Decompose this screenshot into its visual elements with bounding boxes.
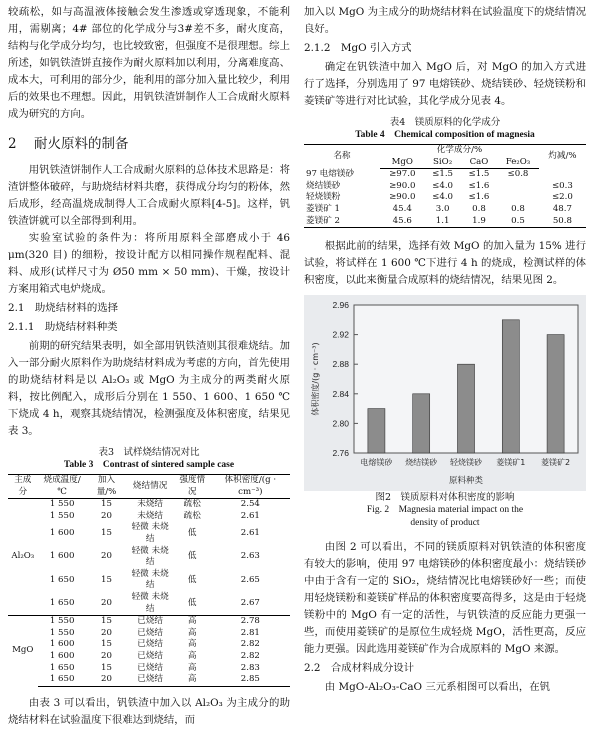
table-cell: 1.1 xyxy=(424,216,460,228)
figure2-bar xyxy=(413,394,430,453)
table-cell xyxy=(539,169,586,181)
table-cell xyxy=(497,192,539,204)
table3-header: 烧成温度/℃ xyxy=(38,475,87,499)
table-row xyxy=(8,663,290,675)
table-row xyxy=(8,616,290,628)
table-cell: 菱镁矿 2 xyxy=(304,216,380,228)
table-cell: 1 600 xyxy=(49,528,75,539)
table-cell: 20 xyxy=(101,627,112,638)
figure2-y-tick-label: 2.88 xyxy=(332,359,349,370)
table-cell: 已烧结 xyxy=(137,616,164,627)
table-cell: 15 xyxy=(101,574,112,585)
figure2-y-tick-label: 2.96 xyxy=(332,300,349,311)
table-cell xyxy=(497,181,539,193)
table-cell: ≤1.6 xyxy=(468,180,490,191)
table-cell: 低 xyxy=(174,592,211,616)
table-cell: 1 550 xyxy=(49,616,75,627)
paragraph-mgo-selection: 确定在钒铁渣中加入 MgO 后，对 MgO 的加入方式进行了选择，分别选用了 97 电熔镁砂、烧结镁砂、轻烧镁粉和菱镁矿等进行对比试验，其化学成分见表 4。 xyxy=(304,61,586,107)
figure2-caption xyxy=(304,491,586,530)
table-cell: 轻烧镁粉 xyxy=(306,192,341,203)
table-cell: 20 xyxy=(101,650,112,661)
table-cell: 1.9 xyxy=(461,216,497,228)
table-cell: ≤1.6 xyxy=(468,192,490,203)
figure2-x-axis-title: 原料种类 xyxy=(448,476,484,487)
table3-body xyxy=(8,499,290,687)
left-column xyxy=(8,4,290,729)
table4-caption-en: Table 4 Chemical composition of magnesia xyxy=(355,130,535,140)
table-cell: 已烧结 xyxy=(126,674,173,686)
table4-body xyxy=(304,169,586,228)
table-cell: 疏松 xyxy=(183,499,201,510)
figure2-bar xyxy=(368,409,385,453)
table-row xyxy=(304,169,586,181)
table-cell: ≤4.0 xyxy=(432,180,454,191)
table3-header: 烧结情况 xyxy=(126,475,173,499)
table3-group-label: Al₂O₃ xyxy=(8,499,38,616)
table-cell: ≤2.0 xyxy=(551,192,573,203)
table4-header-col: Fe₂O₃ xyxy=(497,157,539,169)
table-cell: ≤1.5 xyxy=(468,169,490,180)
table-cell: 15 xyxy=(101,616,112,627)
table-row xyxy=(8,674,290,686)
table-cell: 2.54 xyxy=(240,499,260,510)
table-cell: 2.82 xyxy=(240,639,260,650)
table-row xyxy=(304,204,586,216)
paragraph-phase-diagram: 由 MgO-Al₂O₃-CaO 三元系相图可以看出，在钒 xyxy=(324,681,551,694)
paragraph-fig2-intro: 根据此前的结果，选择有效 MgO 的加入量为 15% 进行试验，将试样在 1 600 ℃下进行 4 h 的烧成，检测试样的体积密度，以此来衡量合成原料的烧结情况，结果见图 2。 xyxy=(304,240,586,287)
table-cell: 2.78 xyxy=(240,616,260,627)
table-row xyxy=(8,511,290,523)
table-cell: 2.65 xyxy=(240,574,260,585)
table-cell: 1 550 xyxy=(49,499,75,510)
figure2-caption-en-1: Fig. 2 Magnesia material impact on the xyxy=(366,505,524,516)
paragraph-conditions: 实验室试验的条件为：将所用原料全部磨成小于 46 μm(320 目) 的细粉，按设计配方以相同操作规程配料、混料、成形(试样尺寸为 Ø50 mm × 50 mm)、干燥，按设计方案用箱式电炉烧成。 xyxy=(8,232,290,295)
table-cell: ≤4.0 xyxy=(432,192,454,203)
figure2-x-tick-label: 菱镁矿1 xyxy=(496,458,526,468)
table-cell: 轻微 未烧结 xyxy=(131,545,169,568)
table-row xyxy=(8,628,290,640)
table-cell: 高 xyxy=(174,674,211,686)
table-cell: 1 550 xyxy=(49,510,75,521)
table-cell: 1 600 xyxy=(49,650,75,661)
table-cell: 疏松 xyxy=(183,510,201,521)
table-row xyxy=(8,569,290,592)
table-cell: 15 xyxy=(101,528,112,539)
table-cell: 20 xyxy=(87,674,127,686)
figure2-bar xyxy=(502,320,519,453)
table-cell: 低 xyxy=(187,528,197,539)
figure2-caption-en-2: density of product xyxy=(410,518,480,529)
table-cell: ≤1.5 xyxy=(432,169,454,180)
table3-caption-en: Table 3 Contrast of sintered sample case xyxy=(63,460,235,470)
table-cell: 2.82 xyxy=(240,650,260,661)
table-cell: 未烧结 xyxy=(137,499,164,510)
table4 xyxy=(304,144,586,228)
table-cell: 0.8 xyxy=(511,203,525,214)
table-cell: 高 xyxy=(187,662,197,673)
figure2-y-tick-label: 2.92 xyxy=(332,329,349,340)
right-column xyxy=(304,4,586,696)
table-cell: 1 650 xyxy=(38,592,87,616)
table-cell: 0.5 xyxy=(497,216,539,228)
table-cell: ≥97.0 xyxy=(389,169,416,180)
figure2-svg xyxy=(304,295,586,491)
table3-group-label: MgO xyxy=(12,645,34,656)
table4-header-col: SiO₂ xyxy=(424,157,460,169)
table4-caption xyxy=(304,116,586,142)
table4-header-loss: 灼减/% xyxy=(539,145,586,169)
subsection-2-2: 2.2 合成材料成分设计 xyxy=(304,662,415,675)
table-cell: 3.0 xyxy=(435,203,450,214)
table4-header-col: CaO xyxy=(461,157,497,169)
table-cell: 2.81 xyxy=(240,627,260,638)
table-cell: 已烧结 xyxy=(137,662,164,673)
paragraph-right-top: 加入以 MgO 为主成分的助烧结材料在试验温度下的烧结情况良好。 xyxy=(304,6,586,35)
table-row xyxy=(304,216,586,228)
table-cell: 已烧结 xyxy=(137,650,164,661)
figure2-x-tick-label: 菱镁矿2 xyxy=(541,458,571,468)
table-cell: 高 xyxy=(187,650,197,661)
table-row xyxy=(8,499,290,511)
table-cell: 高 xyxy=(187,616,197,627)
paragraph-fig2-discussion: 由图 2 可以看出，不同的镁质原料对钒铁渣的体积密度有较大的影响，使用 97 电熔镁砂的体积密度最小：烧结镁砂中由于含有一定的 SiO₂，烧结情况比电熔镁砂好一些；而使用轻烧镁粉和菱镁矿样品的体积密度要高得多，这是由于轻烧镁粉中的 MgO 有一定的活性，与钒铁渣的反应能力更强一些，而使用菱镁矿的是原位生成轻烧 MgO，活性更高，反应能力更强。因此选用菱镁矿作为合成原料的 MgO 来源。 xyxy=(304,541,586,656)
table-row xyxy=(8,651,290,663)
table-cell: 2.67 xyxy=(211,592,290,616)
figure2-y-tick-label: 2.76 xyxy=(332,448,349,459)
table4-header-group: 化学成分/% xyxy=(380,145,539,157)
figure2-y-tick-label: 2.84 xyxy=(332,388,349,399)
section-heading-2 xyxy=(8,134,290,154)
table-cell: 轻微 未烧结 xyxy=(131,568,169,591)
table-cell: 已烧结 xyxy=(137,639,164,650)
table-cell: 50.8 xyxy=(539,216,586,228)
table-cell: ≥90.0 xyxy=(389,192,416,203)
table-cell: ≤0.3 xyxy=(551,180,573,191)
table-cell: 1 650 xyxy=(49,574,75,585)
table-row xyxy=(304,181,586,193)
table-cell: 低 xyxy=(187,574,197,585)
table-cell: 2.61 xyxy=(240,528,260,539)
table-cell: 1 650 xyxy=(49,662,75,673)
figure2-bar xyxy=(457,364,474,453)
figure2-x-tick-label: 轻烧镁砂 xyxy=(450,458,482,468)
subsection-2-1-2: 2.1.2 MgO 引入方式 xyxy=(304,42,412,54)
paragraph-after-table3: 由表 3 可以看出，钒铁渣中加入以 Al₂O₃ 为主成分的助烧结材料在试验温度下很难达到烧结，而 xyxy=(8,696,290,726)
table-cell: ≥90.0 xyxy=(389,180,416,191)
table-cell: 20 xyxy=(101,510,112,521)
table3-header: 强度情况 xyxy=(174,475,211,499)
table-cell: 菱镁矿 1 xyxy=(306,203,340,214)
figure2-y-axis-title: 体积密度/(g · cm⁻³) xyxy=(311,342,320,416)
table-cell: 低 xyxy=(187,551,197,562)
table-cell: 烧结镁砂 xyxy=(306,180,341,191)
figure2-y-tick-label: 2.80 xyxy=(332,418,349,429)
table-cell: 轻微 未烧结 xyxy=(126,592,173,616)
table-cell: 已烧结 xyxy=(137,627,164,638)
table-cell: 1 600 xyxy=(49,551,75,562)
table3-caption xyxy=(8,446,290,472)
table-cell: 1 650 xyxy=(38,674,87,686)
figure2-chart xyxy=(304,295,586,491)
table-cell: 15 xyxy=(101,499,112,510)
table-row xyxy=(8,522,290,545)
table-cell: 0.8 xyxy=(472,203,486,214)
figure2-x-tick-label: 烧结镁砂 xyxy=(405,458,438,468)
table-cell: 15 xyxy=(101,639,112,650)
table-cell: 2.63 xyxy=(240,551,260,562)
table3-header: 加入量/% xyxy=(87,475,127,499)
table-cell: 高 xyxy=(187,639,197,650)
subsection-2-1: 2.1 助烧结材料的选择 xyxy=(8,302,119,314)
table-row xyxy=(8,592,290,616)
table-cell: 高 xyxy=(187,627,197,638)
table-cell: 1 600 xyxy=(49,639,75,650)
figure2-x-tick-label: 电熔镁砂 xyxy=(360,458,393,468)
subsection-2-1-1: 2.1.1 助烧结材料种类 xyxy=(8,321,118,333)
table-cell: 轻微 未烧结 xyxy=(131,522,169,544)
table-cell: 48.7 xyxy=(552,203,572,214)
paragraph-approach: 用钒铁渣饼制作人工合成耐火原料的总体技术思路是：将渣饼整体破碎，与助烧结材料共磨，获得成分均匀的粉体，然后成形，经高温烧成制得人工合成耐火原料[4-5]。这样，钒铁渣饼就可以全部得到利用。 xyxy=(8,164,290,227)
section-number: 2 xyxy=(8,136,17,152)
section-title: 耐火原料的制备 xyxy=(34,136,129,152)
table-cell: 2.83 xyxy=(240,662,260,673)
table-cell: 未烧结 xyxy=(137,510,164,521)
table-row xyxy=(8,639,290,651)
figure2-bar xyxy=(547,335,564,453)
table-cell: 1 550 xyxy=(49,627,75,638)
paragraph-previous-results: 前期的研究结果表明，如全部用钒铁渣则其很难烧结。加入一部分耐火原料作为助烧结材料成为考虑的方向，首先使用的助烧结材料是以 Al₂O₃ 或 MgO 为主成分的两类耐火原料，按比例配入，成形后分别在 1 550、1 600、1 650 ℃下烧成 4 h，观察其烧结情况，检测强度及体积密度，结果见表 3。 xyxy=(8,340,290,437)
table3 xyxy=(8,474,290,687)
table-cell: 20 xyxy=(101,551,112,562)
table-cell: 97 电熔镁砂 xyxy=(306,168,355,179)
table-cell: ≤0.8 xyxy=(507,169,529,180)
table-cell: 15 xyxy=(101,662,112,673)
table-cell: 20 xyxy=(87,592,127,616)
table3-header: 主成分 xyxy=(8,475,38,499)
table-row xyxy=(304,192,586,204)
table4-caption-cn: 表4 镁质原料的化学成分 xyxy=(389,117,501,128)
table-cell: 45.4 xyxy=(392,203,412,214)
table4-header-col: MgO xyxy=(380,157,424,169)
table4-header-name: 名称 xyxy=(304,145,380,169)
table-row xyxy=(8,546,290,569)
paragraph-intro: 较疏松，如与高温液体接触会发生渗透或穿透现象，不能利用，需剔离；4# 部位的化学成分与3#差不多，耐火度高，结构与化学成分均匀，也比较致密，但强度不是很理想。综上所述，如钒铁渣饼直接作为耐火原料加以利用，分离难度高、成本大，可利用的部分少，能利用的部分加入量比较少，利用后的效果也不理想。因此，用钒铁渣饼制作人工合成耐火原料成为研究的方向。 xyxy=(8,6,290,120)
table-cell: 2.61 xyxy=(240,510,260,521)
table-cell: 45.6 xyxy=(380,216,424,228)
table-cell: 2.85 xyxy=(211,674,290,686)
table3-caption-cn: 表3 试样烧结情况对比 xyxy=(98,447,200,458)
figure2-caption-cn: 图2 镁质原料对体积密度的影响 xyxy=(375,492,515,504)
table3-header: 体积密度/(g · cm⁻³) xyxy=(211,475,290,499)
